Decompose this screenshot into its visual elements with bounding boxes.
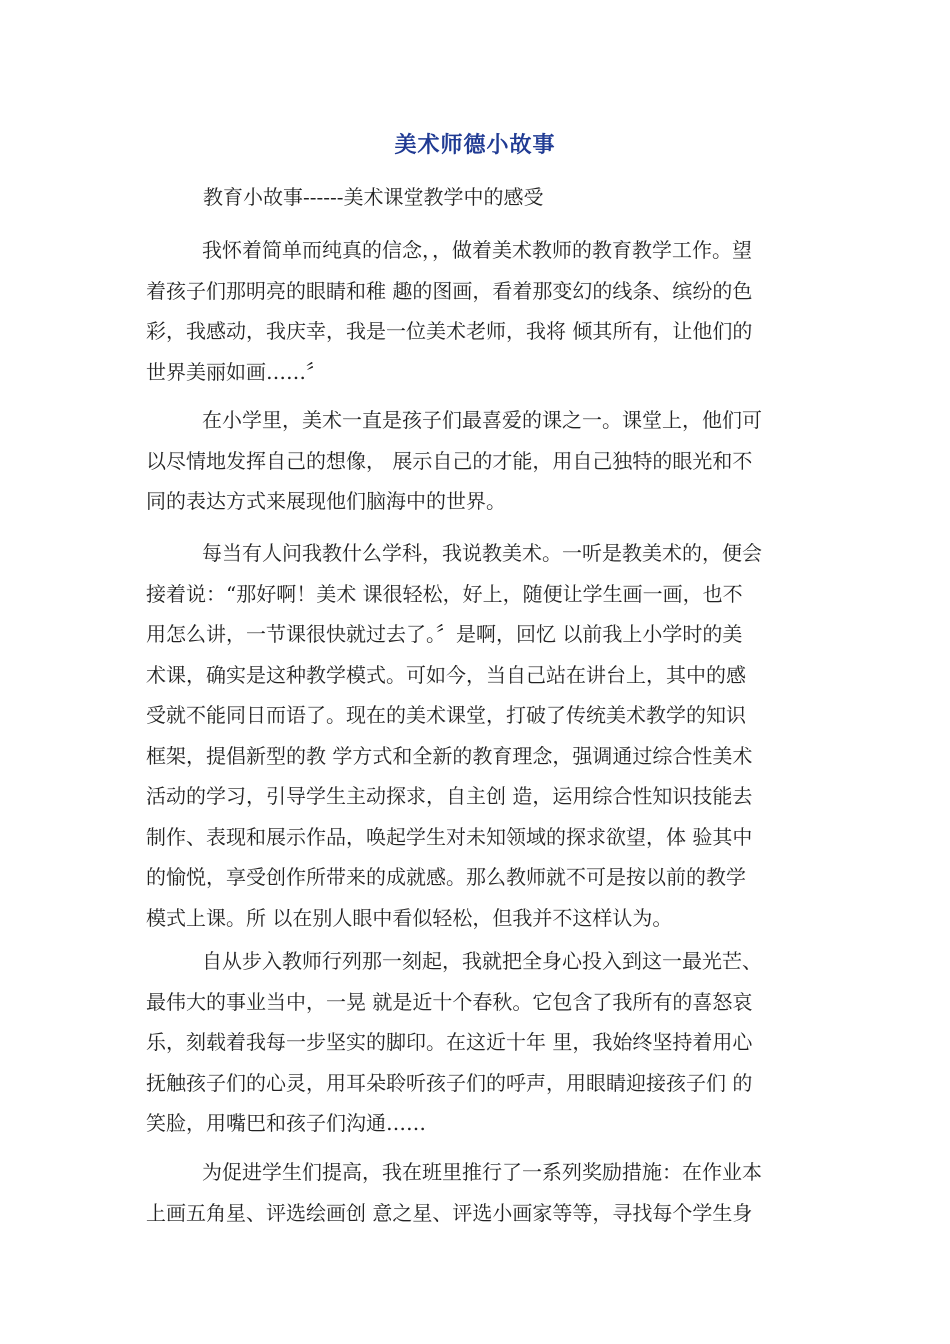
paragraph-line: 制作、表现和展示作品，唤起学生对未知领域的探求欲望，体 验其中 — [146, 824, 753, 849]
paragraph-line: 自从步入教师行列那一刻起，我就把全身心投入到这一最光芒、 — [202, 949, 762, 973]
paragraph-line: 模式上课。所 以在别人眼中看似轻松，但我并不这样认为。 — [146, 905, 673, 930]
paragraph-line: 彩，我感动，我庆幸，我是一位美术老师，我将 倾其所有，让他们的 — [146, 319, 753, 343]
paragraph-line: 在小学里，美术一直是孩子们最喜爱的课之一。课堂上，他们可 — [202, 408, 762, 432]
paragraph-line: 术课，确实是这种教学模式。可如今，当自己站在讲台上，其中的感 — [146, 662, 746, 687]
paragraph-line: 的愉悦，享受创作所带来的成就感。那么教师就不可是按以前的教学 — [146, 865, 746, 889]
paragraph-line: 上画五角星、评选绘画创 意之星、评选小画家等等，寻找每个学生身 — [146, 1200, 753, 1225]
paragraph-line: 我怀着简单而纯真的信念，，做着美术教师的教育教学工作。望 — [202, 238, 752, 262]
paragraph — [146, 533, 806, 938]
paragraph-line: 乐，刻载着我每一步坚实的脚印。在这近十年 里，我始终坚持着用心 — [146, 1030, 753, 1054]
paragraph-line: 同的表达方式来展现他们脑海中的世界。 — [146, 489, 506, 513]
paragraph — [146, 230, 806, 392]
subtitle: 教育小故事------美术课堂教学中的感受 — [203, 185, 544, 209]
paragraph-line: 抚触孩子们的心灵，用耳朵聆听孩子们的呼声，用眼睛迎接孩子们 的 — [146, 1070, 753, 1095]
paragraph-line: 活动的学习，引导学生主动探求，自主创 造，运用综合性知识技能去 — [146, 784, 753, 808]
paragraph-line: 为促进学生们提高，我在班里推行了一系列奖励措施：在作业本 — [202, 1160, 762, 1184]
paragraph-line: 着孩子们那明亮的眼睛和稚 趣的图画，看着那变幻的线条、缤纷的色 — [146, 278, 753, 303]
paragraph-line: 以尽情地发挥自己的想像， 展示自己的才能，用自己独特的眼光和不 — [146, 448, 753, 473]
page-title: 美术师德小故事 — [394, 133, 556, 158]
paragraph-line: 用怎么讲，一节课很快就过去了。〞是啊，回忆 以前我上小学时的美 — [146, 622, 743, 646]
paragraph-line: 受就不能同日而语了。现在的美术课堂，打破了传统美术教学的知识 — [146, 703, 746, 727]
paragraph-line: 笑脸，用嘴巴和孩子们沟通…… — [146, 1111, 426, 1135]
paragraph — [146, 400, 806, 522]
paragraph — [146, 1152, 806, 1233]
paragraph-line: 最伟大的事业当中，一晃 就是近十个春秋。它包含了我所有的喜怒哀 — [146, 989, 753, 1014]
paragraph-line: 框架，提倡新型的教 学方式和全新的教育理念，强调通过综合性美术 — [146, 743, 753, 768]
paragraph — [146, 941, 806, 1144]
paragraph-line: 世界美丽如画……〞 — [146, 359, 326, 384]
paragraph-line: 接着说：“那好啊！美术 课很轻松，好上，随便让学生画一画，也不 — [146, 581, 743, 606]
paragraph-line: 每当有人问我教什么学科，我说教美术。一听是教美术的，便会 — [202, 541, 762, 565]
